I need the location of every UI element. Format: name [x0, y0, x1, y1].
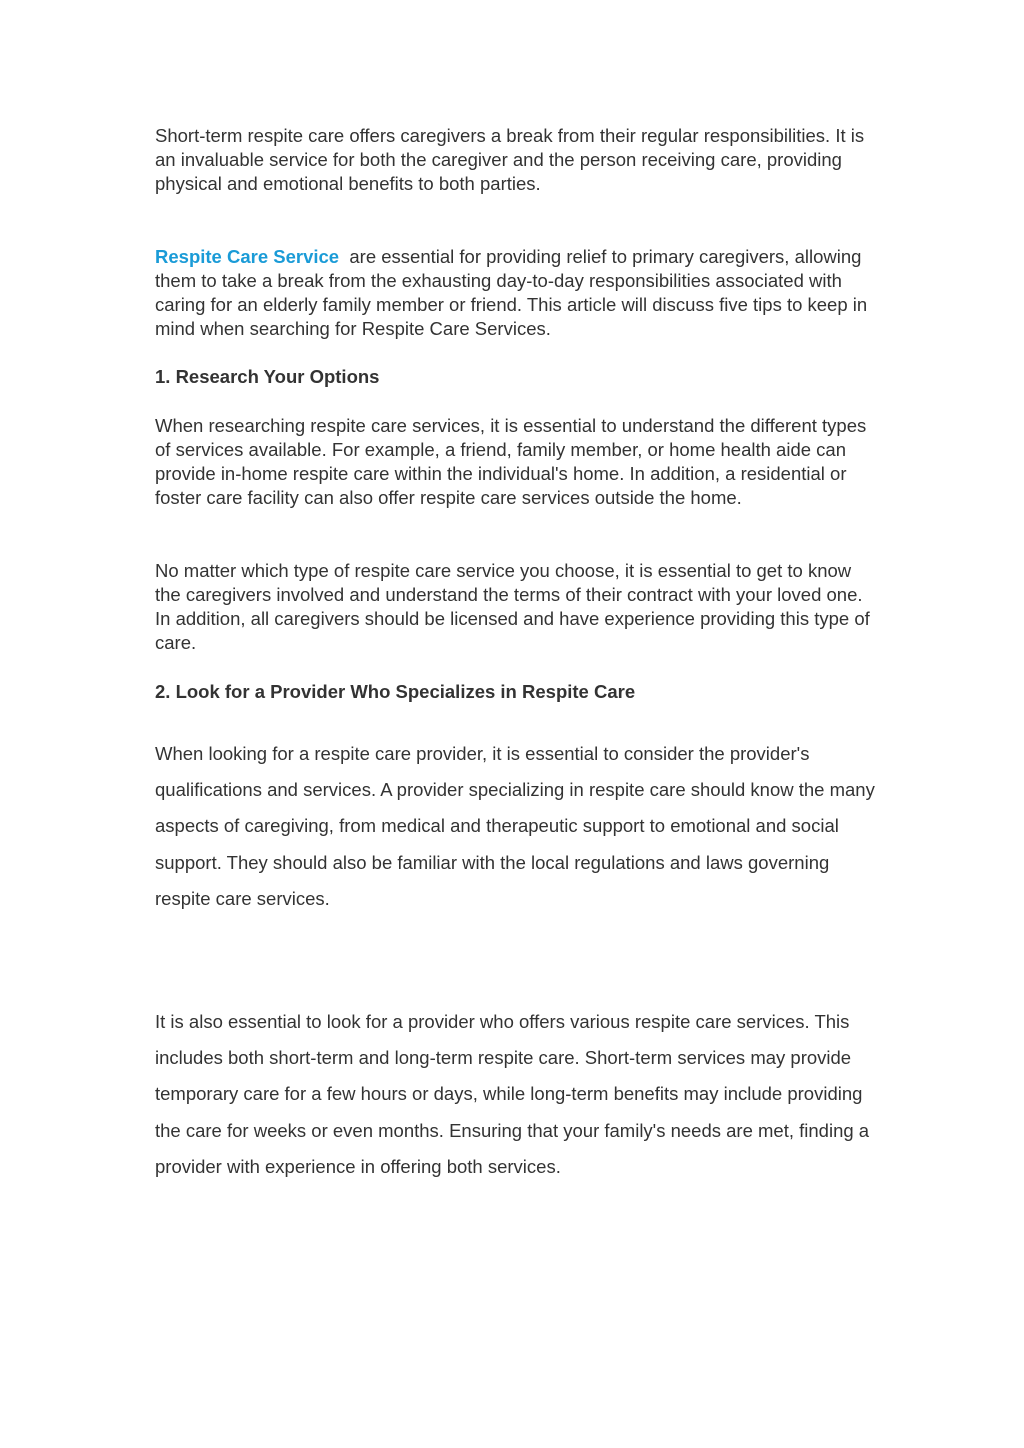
provider-paragraph-2: It is also essential to look for a provider who offers various respite care services. This includes both short-term and long-term respite care. Short-term services may provide temporary care for a few hours or days, while long-term benefits may include providing the care for weeks or even months. Ensuring that your family's needs are met, finding a provider with experience in offering both services. [155, 1011, 870, 1177]
provider-paragraph-1: When looking for a respite care provider, it is essential to consider the provider's qualifications and services. A provider specializing in respite care should know the many aspects of caregiving, from medical and therapeutic support to emotional and social support. They should also be familiar with the local regulations and laws governing respite care services. [155, 743, 875, 909]
heading-research-options: 1. Research Your Options [155, 366, 380, 387]
research-paragraph-1: When researching respite care services, it is essential to understand the different types of services available. For example, a friend, family member, or home health aide can provide in-home respite care within the individual's home. In addition, a residential or foster care facility can also offer respite care services outside the home. [155, 415, 867, 508]
intro-paragraph: Short-term respite care offers caregivers a break from their regular responsibilities. It is an invaluable service for both the caregiver and the person receiving care, providing physical and emotional benefits to both parties. [155, 125, 865, 194]
heading-specialized-provider: 2. Look for a Provider Who Specializes in Respite Care [155, 681, 636, 702]
research-paragraph-2: No matter which type of respite care service you choose, it is essential to get to know the caregivers involved and understand the terms of their contract with your loved one. In addition, all caregivers should be licensed and have experience providing this type of care. [155, 560, 870, 653]
service-paragraph-text: are essential for providing relief to primary caregivers, allowing them to take a break from the exhausting day-to-day responsibilities associated with caring for an elderly family member or friend. This article will discuss five tips to keep in mind when searching for Respite Care Services. [155, 246, 873, 339]
service-paragraph [155, 245, 875, 341]
respite-care-service-link[interactable]: Respite Care Service [155, 246, 340, 267]
